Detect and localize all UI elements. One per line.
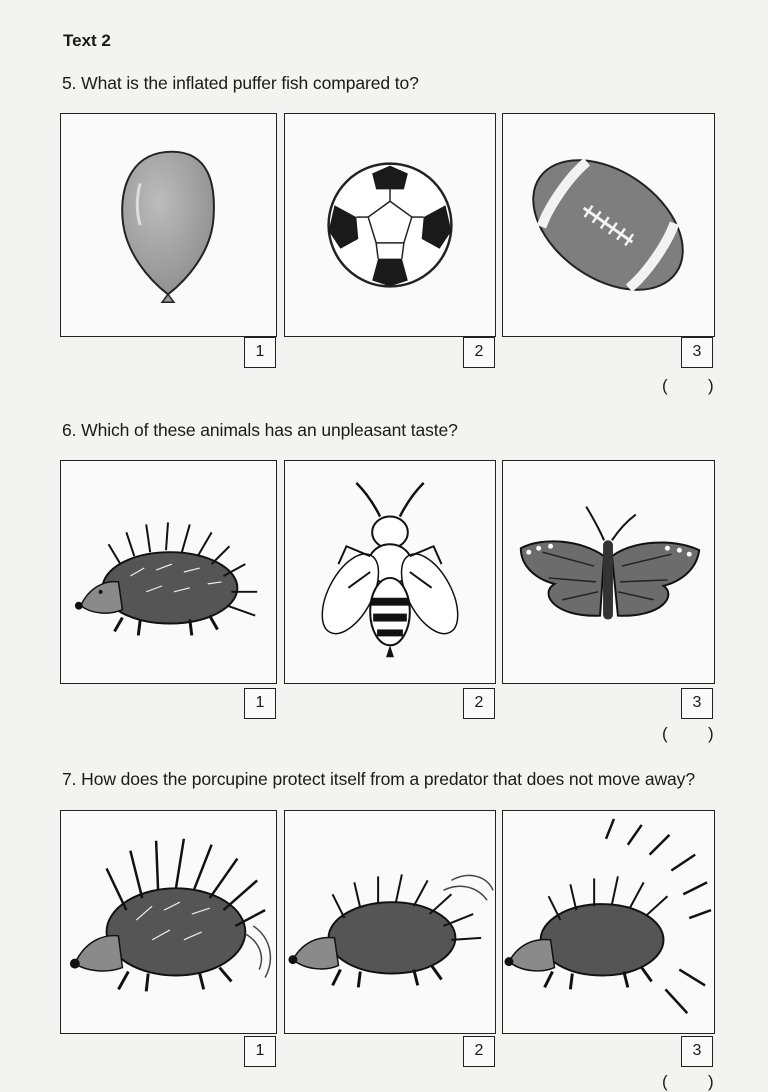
- option-7-2-number: 2: [463, 1036, 495, 1067]
- porcupine-tail-shaking-icon: [285, 811, 495, 1033]
- football-icon: [503, 114, 714, 336]
- question-5: 5. What is the inflated puffer fish compared to?: [62, 73, 419, 93]
- option-7-3-number: 3: [681, 1036, 713, 1067]
- option-7-1-number: 1: [244, 1036, 276, 1067]
- option-5-2-number: 2: [463, 337, 495, 368]
- butterfly-icon: [503, 461, 714, 683]
- option-7-2-panel[interactable]: [284, 810, 496, 1034]
- answer-7-close: ): [708, 1072, 714, 1091]
- section-heading: Text 2: [63, 31, 111, 50]
- option-5-1-number: 1: [244, 337, 276, 368]
- porcupine-shooting-quills-icon: [503, 811, 714, 1033]
- option-6-2-number: 2: [463, 688, 495, 719]
- option-7-3-panel[interactable]: [502, 810, 715, 1034]
- option-5-1-panel[interactable]: [60, 113, 277, 337]
- bee-icon: [285, 461, 495, 683]
- question-6: 6. Which of these animals has an unpleasant taste?: [62, 420, 458, 440]
- option-6-3-panel[interactable]: [502, 460, 715, 684]
- balloon-icon: [61, 114, 276, 336]
- option-6-3-number: 3: [681, 688, 713, 719]
- answer-7-open: (: [662, 1072, 668, 1091]
- option-6-2-panel[interactable]: [284, 460, 496, 684]
- option-7-1-panel[interactable]: [60, 810, 277, 1034]
- soccer-ball-icon: [285, 114, 495, 336]
- option-5-3-panel[interactable]: [502, 113, 715, 337]
- answer-5-close: ): [708, 376, 714, 395]
- option-6-1-number: 1: [244, 688, 276, 719]
- answer-5-open: (: [662, 376, 668, 395]
- porcupine-quills-raised-icon: [61, 811, 276, 1033]
- answer-6-open: (: [662, 724, 668, 743]
- question-7: 7. How does the porcupine protect itself from a predator that does not move away?: [62, 769, 695, 789]
- porcupine-icon: [61, 461, 276, 683]
- answer-6-close: ): [708, 724, 714, 743]
- option-5-3-number: 3: [681, 337, 713, 368]
- option-5-2-panel[interactable]: [284, 113, 496, 337]
- option-6-1-panel[interactable]: [60, 460, 277, 684]
